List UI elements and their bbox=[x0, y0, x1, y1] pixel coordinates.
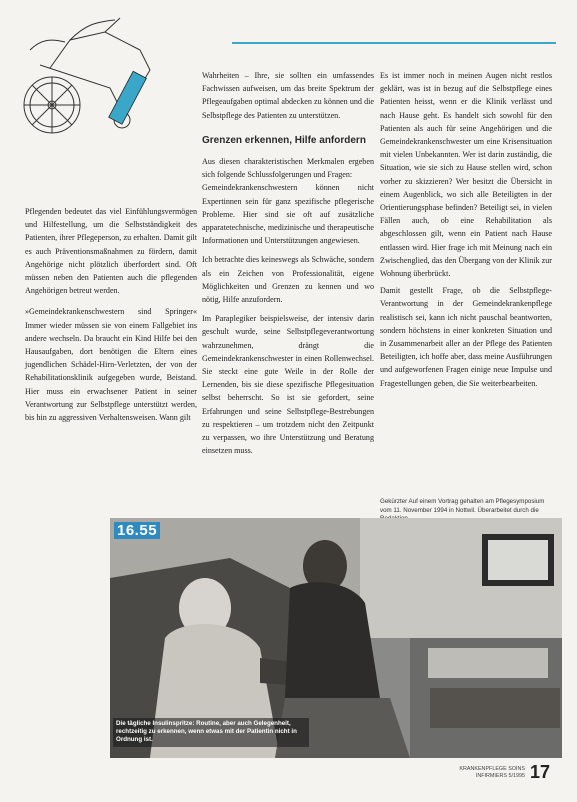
wheelchair-sketch-illustration bbox=[10, 10, 160, 140]
paragraph: Damit gestellt Frage, ob die Selbstpflege-Verantwortung in der Gemeindekrankenpflege realistisch sei, kann ich nicht pauschal beantworten, sondern höchstens in einer konkreten Situation und in Zusammenarbeit aller an der Pflege des Patienten Beteiligten, ich hoffe aber, dass meine Ausführungen und aufgeworfenen Fragen einige neue Impulse und Fragestellungen geben, die Sie weiterbearbeiten. bbox=[380, 286, 552, 388]
photo-caption: Die tägliche Insulinspritze: Routine, aber auch Gelegenheit, rechtzeitig zu erkennen, wenn etwas mit der Patientin nicht in Ordnung ist. bbox=[113, 718, 309, 747]
paragraph: Es ist immer noch in meinen Augen nicht restlos geklärt, was ist in bezug auf die Selbstpflege eines Patienten heisst, wenn er die Klinik verlässt und nach Hause geht. Es handelt sich sowohl für den Patienten als auch für seine Angehörigen und die Gemeindekrankenschwester um eine Krisensituation mit vielen Unbekannten. Wer ist darin zuständig, die Situation, wie sie sich zu Hause stellen wird, schon vorher zu skizzieren? Wer besitzt die Übersicht in einem Augenblick, wo sich alle Beteiligten in der Orientierungsphase befinden? Beteiligt sei, in vielen Fällen auch, ob eine Rehabilitation als abgeschlossen gilt, wenn ein Patient nach Hause entlassen wird. Hier frage ich mit Meinung nach ein Zwischenglied, das den Übergang von der Klinik zur Wohnung überbrückt. bbox=[380, 71, 552, 279]
text-column-right bbox=[380, 69, 552, 390]
text-column-middle bbox=[202, 69, 374, 457]
paragraph: Pflegenden bedeutet das viel Einfühlungsvermögen und Hilfestellung, um die Selbstständigkeit des Patienten, ihrer Pflegeperson, zu erhalten. Damit gilt es auch Präventionsmaßnahmen zu fördern, damit Angehörige nicht plötzlich überfordert sind. Oft müssen neben den Patienten auch die pflegenden Angehörigen betreut werden. bbox=[25, 207, 197, 296]
paragraph: Wahrheiten – Ihre, sie sollten ein umfassendes Fachwissen aufweisen, um das breite Spektrum der Pflegeaufgaben optimal abdecken zu können und die Selbstpflege des Patienten zu unterstützen. bbox=[202, 71, 374, 120]
paragraph: Aus diesen charakteristischen Merkmalen ergeben sich folgende Schlussfolgerungen und Fragen: bbox=[202, 157, 374, 180]
journal-footer bbox=[445, 766, 525, 780]
photo-timestamp: 16.55 bbox=[114, 522, 160, 539]
source-note: Gekürzter Auf einem Vortrag gehalten am Pflegesymposium vom 11. November 1994 in Nottwil. Überarbeitet durch die bbox=[380, 498, 545, 514]
text-column-left bbox=[25, 205, 197, 424]
paragraph: Ich betrachte dies keineswegs als Schwäche, sondern als ein Zeichen von Professionalität, eigene Möglichkeiten und Grenzen zu kennen und wo nötig, Hilfe anzufordern. bbox=[202, 255, 374, 305]
page-number: 17 bbox=[530, 762, 551, 782]
accent-rule bbox=[232, 42, 556, 44]
journal-issue: INFIRMIERS 5/1995 bbox=[475, 773, 525, 779]
journal-name: KRANKENPFLEGE SOINS bbox=[459, 766, 525, 772]
paragraph: »Gemeindekrankenschwestern sind Springer« Immer wieder müssen sie von einem Fallgebiet ins andere wechseln. Da braucht ein Kind Hilfe bei den Hausaufgaben, dort benötigen die Eltern eines jugendlichen Schädel-Hirn-Verletzten, der von der Rehabilitationsklinik aufgegeben wurde, Beistand. Hier muss ein erwachsener Patient in seiner Verantwortung zur Selbstpflege unterstützt werden, bis hin zu aggressiven Verhaltensweisen. Wann gilt bbox=[25, 307, 197, 423]
section-heading: Grenzen erkennen, Hilfe anfordern bbox=[202, 134, 366, 146]
paragraph: Gemeindekrankenschwestern können nicht Expertinnen sein für ganz spezifische pflegerische Probleme. Hier sind sie oft auf zusätzliche apparatetechnische, medizinische und therapeutische Informationen und Unterstützungen angewiesen. bbox=[202, 183, 374, 246]
paragraph: Im Paraplegiker beispielsweise, der intensiv darin geschult wurde, seine Selbstpflegeverantwortung wahrzunehmen, drängt die Gemeindekrankenschwester in einen Rollenwechsel. Sie steckt eine gute Weile in der Rolle der Lernenden, bis sie diese spezifische Pflegesituation selbst beherrscht. So ist sie gefordert, seine Erfahrungen und seine Selbstpflege-Bestrebungen zu respektieren – um trotzdem nicht den Zeitpunkt zu verpassen, wo ihre Unterstützung und Beratung einsetzen muss. bbox=[202, 314, 374, 456]
